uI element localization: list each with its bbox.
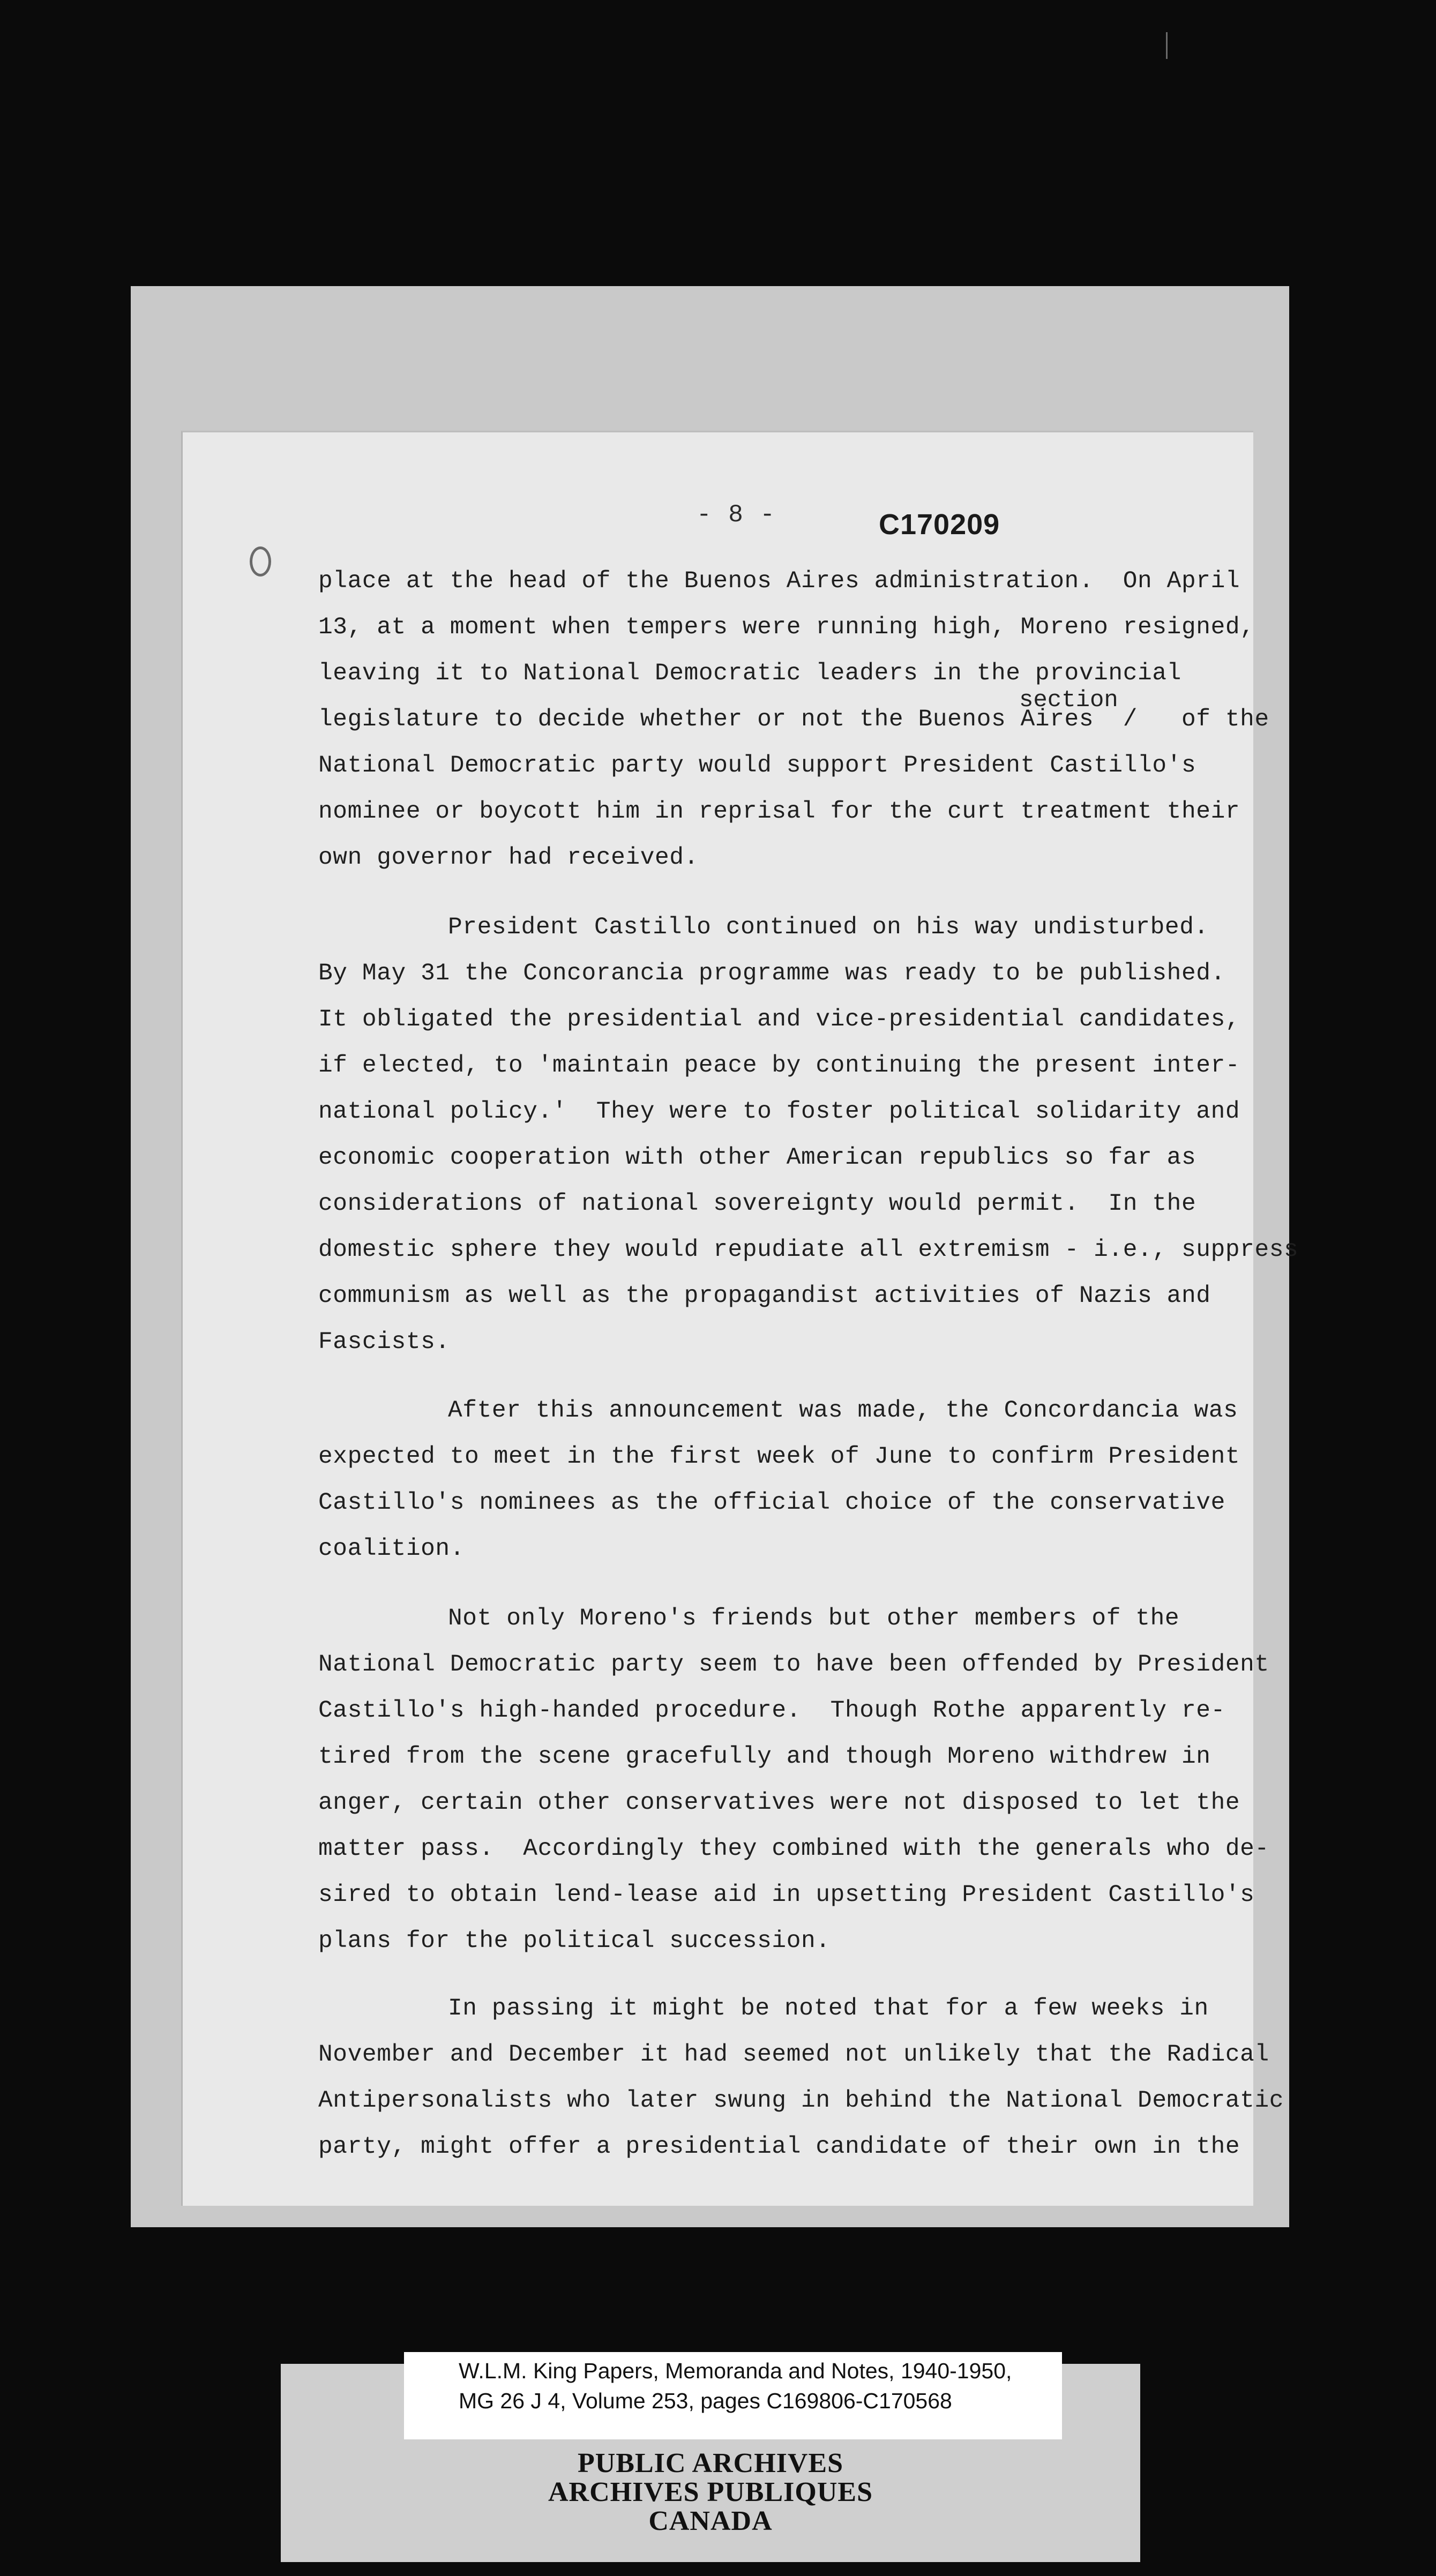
body-line: considerations of national sovereignty would permit. In the xyxy=(318,1190,1196,1217)
collection-line-1: W.L.M. King Papers, Memoranda and Notes, 1940-1950, xyxy=(459,2358,1012,2383)
body-line: domestic sphere they would repudiate all extremism - i.e., suppress xyxy=(318,1237,1299,1263)
body-line: plans for the political succession. xyxy=(318,1928,831,1955)
body-line: coalition. xyxy=(318,1536,465,1562)
body-line: It obligated the presidential and vice-presidential candidates, xyxy=(318,1006,1240,1033)
body-line: nominee or boycott him in reprisal for the curt treatment their xyxy=(318,798,1240,825)
body-line: own governor had received. xyxy=(318,844,699,871)
body-line: By May 31 the Concorancia programme was ready to be published. xyxy=(318,960,1225,987)
body-line: communism as well as the propagandist activities of Nazis and xyxy=(318,1283,1211,1309)
body-line: economic cooperation with other American republics so far as xyxy=(318,1144,1196,1171)
body-line: National Democratic party would support President Castillo's xyxy=(318,752,1196,779)
body-line: Antipersonalists who later swung in behind the National Democratic xyxy=(318,2087,1284,2114)
body-line: if elected, to 'maintain peace by continuing the present inter- xyxy=(318,1052,1240,1079)
stamp-line-2: ARCHIVES PUBLIQUES xyxy=(548,2477,873,2507)
body-line: 13, at a moment when tempers were running high, Moreno resigned, xyxy=(318,614,1255,641)
interlinear-correction: section xyxy=(1019,687,1118,714)
reference-number: C170209 xyxy=(879,508,1000,541)
body-line: party, might offer a presidential candidate of their own in the xyxy=(318,2133,1240,2160)
body-line: November and December it had seemed not unlikely that the Radical xyxy=(318,2041,1269,2068)
body-line: place at the head of the Buenos Aires administration. On April xyxy=(318,568,1240,595)
body-line: Castillo's nominees as the official choice of the conservative xyxy=(318,1489,1225,1516)
body-line: tired from the scene gracefully and though Moreno withdrew in xyxy=(318,1743,1211,1770)
body-line: leaving it to National Democratic leaders in the provincial xyxy=(318,660,1181,687)
body-line: President Castillo continued on his way undisturbed. xyxy=(448,914,1209,941)
body-line: matter pass. Accordingly they combined with the generals who de- xyxy=(318,1836,1269,1862)
film-edge-mark xyxy=(1166,32,1168,59)
body-line: After this announcement was made, the Concordancia was xyxy=(448,1397,1238,1424)
body-line: anger, certain other conservatives were not disposed to let the xyxy=(318,1789,1240,1816)
stamp-line-3: CANADA xyxy=(648,2506,773,2536)
punch-hole-mark xyxy=(250,546,271,576)
body-line: national policy.' They were to foster political solidarity and xyxy=(318,1098,1240,1125)
page-number: - 8 - xyxy=(697,501,776,529)
collection-line-2: MG 26 J 4, Volume 253, pages C169806-C170568 xyxy=(459,2388,952,2413)
body-line: Not only Moreno's friends but other members of the xyxy=(448,1605,1180,1632)
body-line: In passing it might be noted that for a few weeks in xyxy=(448,1995,1209,2022)
body-line: legislature to decide whether or not the Buenos Aires / of the xyxy=(318,706,1269,733)
body-line: expected to meet in the first week of June to confirm President xyxy=(318,1443,1240,1470)
body-line: National Democratic party seem to have been offended by President xyxy=(318,1651,1269,1678)
body-line: Castillo's high-handed procedure. Though Rothe apparently re- xyxy=(318,1697,1225,1724)
body-line: sired to obtain lend-lease aid in upsetting President Castillo's xyxy=(318,1882,1255,1908)
stamp-line-1: PUBLIC ARCHIVES xyxy=(577,2448,844,2478)
body-line: Fascists. xyxy=(318,1329,450,1356)
